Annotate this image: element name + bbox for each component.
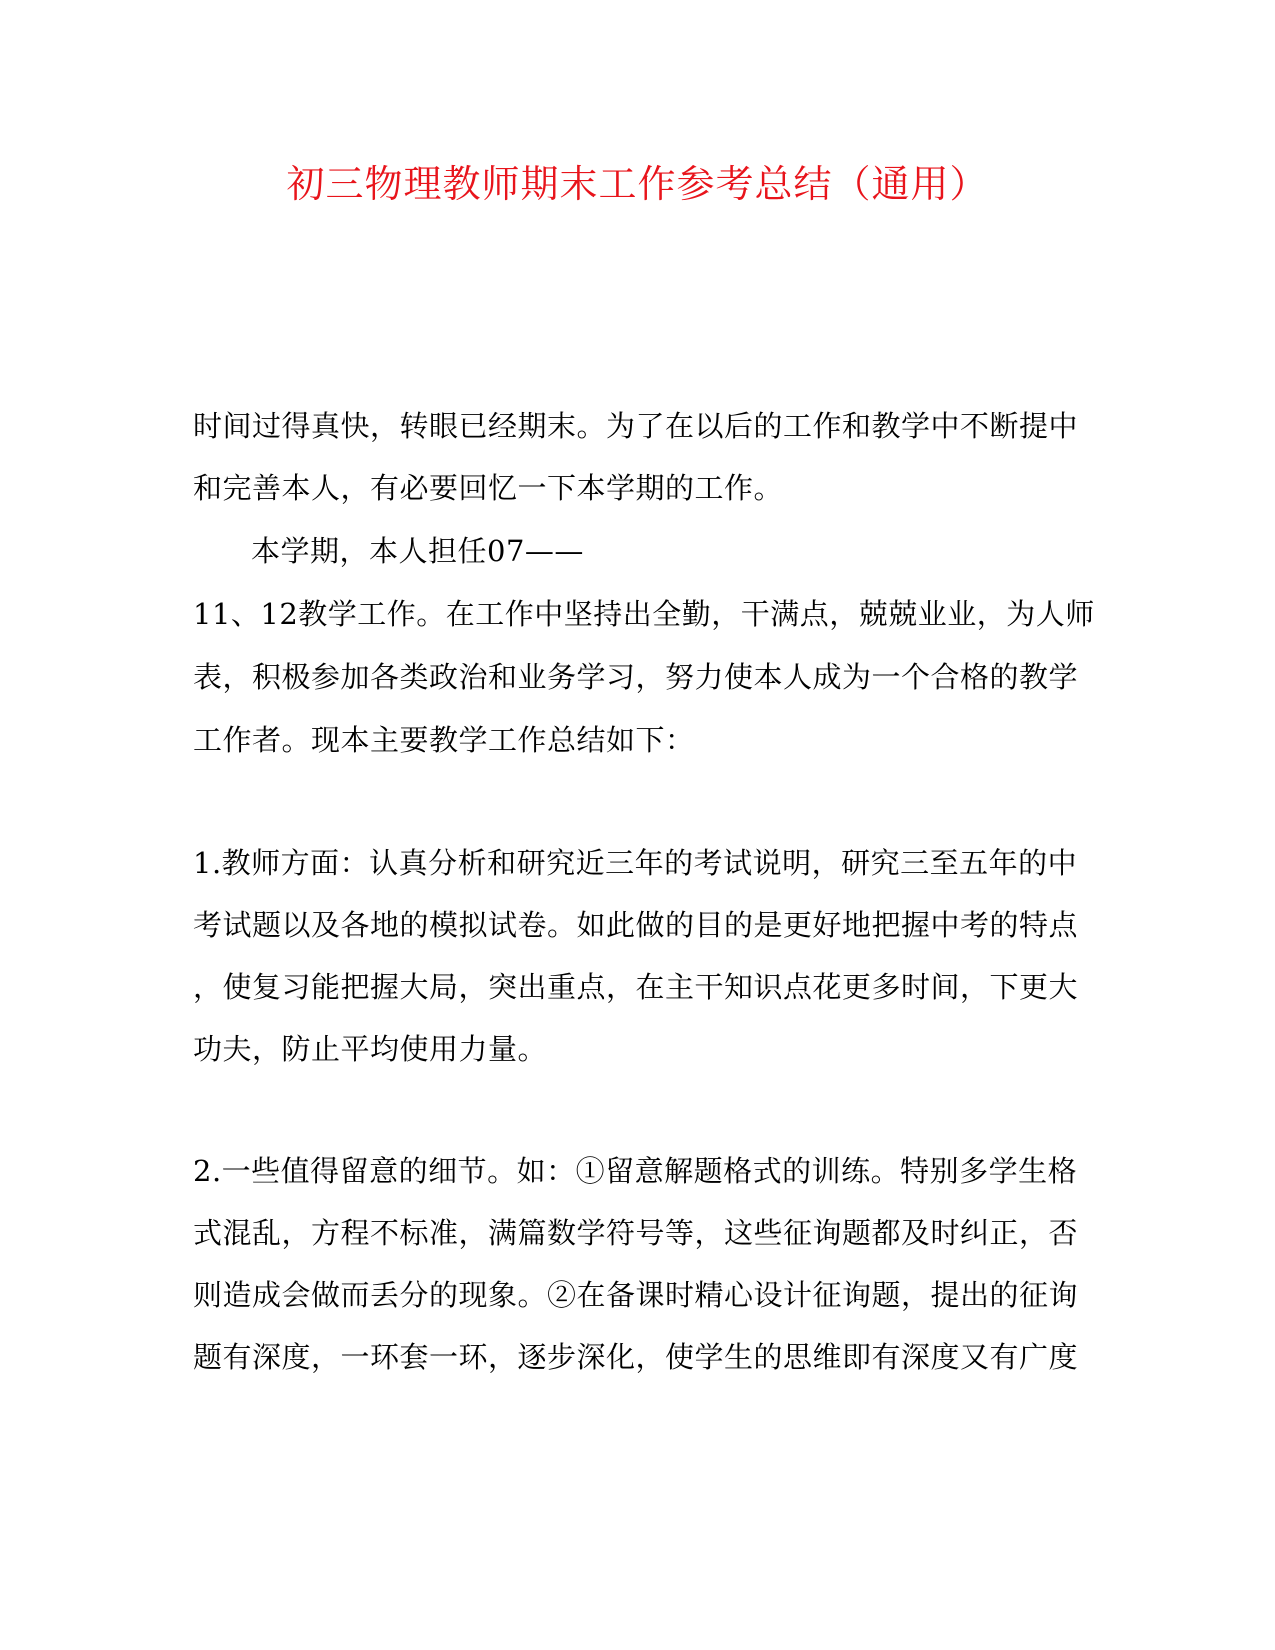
paragraph-line: 题有深度，一环套一环，逐步深化，使学生的思维即有深度又有广度 — [193, 1340, 1079, 1374]
paragraph-line: 式混乱，方程不标准，满篇数学符号等，这些征询题都及时纠正，否 — [193, 1216, 1079, 1250]
paragraph-line: 表，积极参加各类政治和业务学习，努力使本人成为一个合格的教学 — [193, 660, 1079, 694]
document-title: 初三物理教师期末工作参考总结（通用） — [286, 162, 989, 206]
paragraph-line: 则造成会做而丢分的现象。②在备课时精心设计征询题，提出的征询 — [193, 1278, 1079, 1312]
paragraph-line: 本学期，本人担任07—— — [251, 534, 584, 568]
paragraph-line: 功夫，防止平均使用力量。 — [193, 1032, 548, 1066]
paragraph-line: 工作者。现本主要教学工作总结如下： — [193, 723, 695, 757]
paragraph-line: 2.一些值得留意的细节。如：①留意解题格式的训练。特别多学生格 — [193, 1154, 1078, 1188]
paragraph-line: ，使复习能把握大局，突出重点，在主干知识点花更多时间，下更大 — [193, 970, 1079, 1004]
paragraph-line: 11、12教学工作。在工作中坚持出全勤，干满点，兢兢业业，为人师 — [193, 597, 1095, 631]
paragraph-line: 1.教师方面：认真分析和研究近三年的考试说明，研究三至五年的中 — [193, 846, 1078, 880]
paragraph-line: 考试题以及各地的模拟试卷。如此做的目的是更好地把握中考的特点 — [193, 908, 1079, 942]
paragraph-line: 时间过得真快，转眼已经期末。为了在以后的工作和教学中不断提中 — [193, 409, 1079, 443]
paragraph-line: 和完善本人，有必要回忆一下本学期的工作。 — [193, 471, 784, 505]
